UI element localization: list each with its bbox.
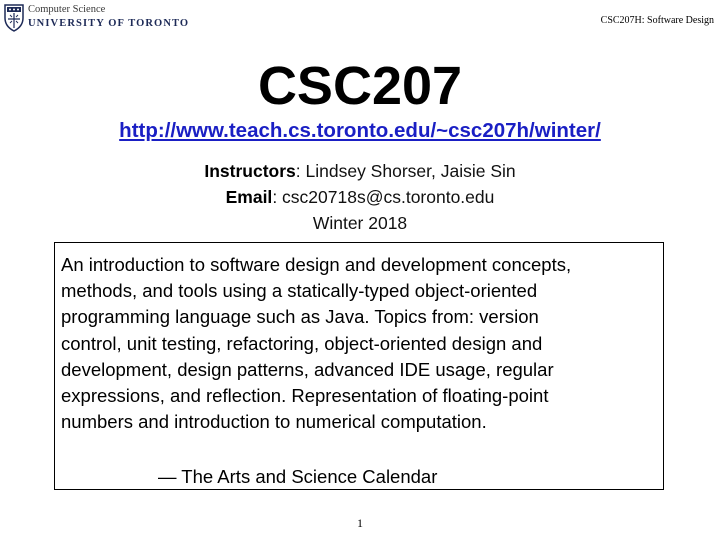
email-line bbox=[0, 186, 720, 208]
quote-line: methods, and tools using a statically-typed object-oriented bbox=[61, 280, 538, 302]
email-value: : csc20718s@cs.toronto.edu bbox=[272, 187, 495, 207]
quote-source: — The Arts and Science Calendar bbox=[158, 466, 438, 487]
quote-line: control, unit testing, refactoring, object-oriented design and bbox=[61, 332, 543, 354]
logo-department: Computer Science bbox=[28, 4, 106, 15]
quote-text bbox=[61, 252, 667, 435]
email-label: Email bbox=[225, 187, 273, 207]
term-line bbox=[0, 212, 720, 234]
calendar-quote-box bbox=[54, 242, 664, 490]
crest-icon bbox=[4, 4, 24, 32]
university-logo bbox=[4, 4, 190, 38]
quote-line: programming language such as Java. Topics from: version bbox=[61, 306, 539, 328]
quote-line: expressions, and reflection. Representation of floating-point bbox=[61, 385, 549, 407]
instructors-line bbox=[0, 160, 720, 182]
instructors-label: Instructors bbox=[204, 161, 296, 181]
logo-university: UNIVERSITY OF TORONTO bbox=[28, 18, 190, 29]
term-value: Winter 2018 bbox=[312, 213, 408, 233]
course-tag: CSC207H: Software Design bbox=[600, 15, 714, 26]
quote-line: numbers and introduction to numerical computation. bbox=[61, 411, 487, 433]
page-number: 1 bbox=[357, 516, 363, 530]
slide-title: CSC207 bbox=[257, 56, 463, 116]
quote-line: An introduction to software design and development concepts, bbox=[61, 254, 572, 275]
course-url-link[interactable]: http://www.teach.cs.toronto.edu/~csc207h/winter/ bbox=[119, 119, 601, 142]
instructors-value: : Lindsey Shorser, Jaisie Sin bbox=[295, 161, 516, 181]
quote-line: development, design patterns, advanced IDE usage, regular bbox=[61, 358, 554, 380]
